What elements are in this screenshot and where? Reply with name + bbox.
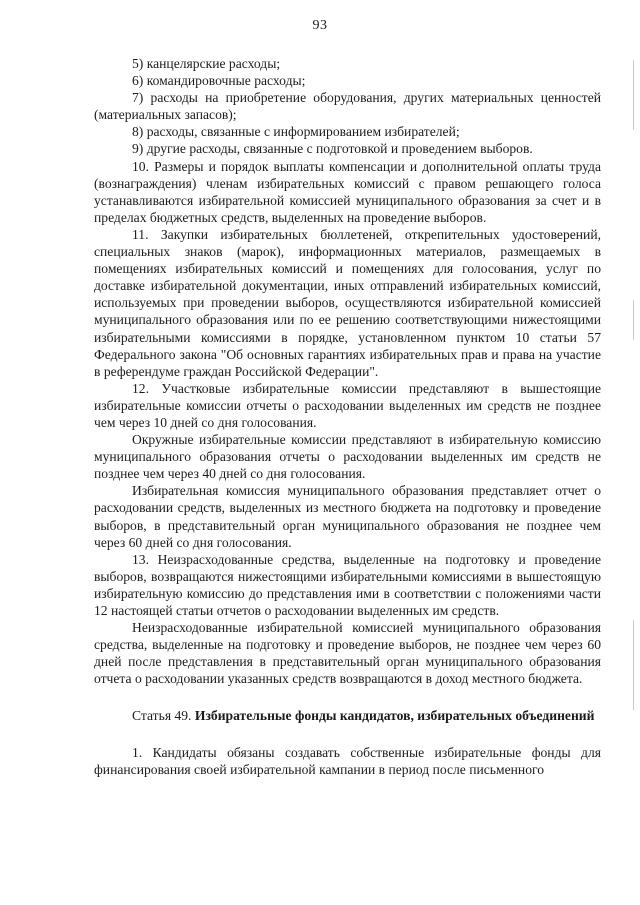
paragraph: 12. Участковые избирательные комиссии представляют в вышестоящие избирательные комиссии отчеты о расходовании выделенных им средств не позднее чем через 10 дней со дня голосования. (94, 380, 601, 430)
scan-edge-mark (633, 620, 634, 710)
scan-edge-mark (633, 300, 634, 340)
document-body (94, 55, 601, 778)
paragraph: 11. Закупки избирательных бюллетеней, открепительных удостоверений, специальных знаков (марок), информационных материалов, размещаемых в помещениях избирательных комиссий и помещениях для голосования, услуг по доставке избирательной документации, иных отправлений избирательных комиссий, используемых при проведении выборов, осуществляются избирательной комиссией муниципального образования или по ее решению соответствующими нижестоящими избирательными комиссиями в порядке, установленном пунктом 10 статьи 57 Федерального закона "Об основных гарантиях избирательных прав и права на участие в референдуме граждан Российской Федерации". (94, 226, 601, 379)
paragraph: 9) другие расходы, связанные с подготовкой и проведением выборов. (132, 141, 533, 157)
article-label: Статья 49. (132, 708, 192, 724)
paragraph: 6) командировочные расходы; (132, 73, 306, 89)
paragraph: 5) канцелярские расходы; (132, 56, 281, 71)
paragraph: 10. Размеры и порядок выплаты компенсации и дополнительной оплаты труда (вознаграждения) членам избирательных комиссий с правом решающего голоса устанавливаются избирательной комиссией муниципального образования за счет и в пределах бюджетных средств, выделенных на проведение выборов. (94, 158, 601, 225)
scan-edge-mark (633, 60, 634, 130)
article-heading (94, 707, 601, 724)
paragraph: 1. Кандидаты обязаны создавать собственные избирательные фонды для финансирования своей избирательной кампании в период после письменного (94, 744, 601, 777)
paragraph: Избирательная комиссия муниципального образования представляет отчет о расходовании средств, выделенных из местного бюджета на подготовку и проведение выборов, в представительный орган муниципального образования не позднее чем через 60 дней со дня голосования. (94, 483, 601, 550)
paragraph: 8) расходы, связанные с информированием избирателей; (132, 124, 460, 140)
page-number: 93 (312, 18, 328, 33)
paragraph: Окружные избирательные комиссии представляют в избирательную комиссию муниципального образования отчеты о расходовании выделенных им средств не позднее чем через 40 дней со дня голосования. (94, 432, 601, 482)
paragraph: 13. Неизрасходованные средства, выделенные на подготовку и проведение выборов, возвращаются нижестоящими избирательными комиссиями в вышестоящую избирательную комиссию до представления ими в соответствии с положениями части 12 настоящей статьи отчетов о расходовании выделенных им средств. (94, 551, 601, 618)
paragraph: 7) расходы на приобретение оборудования, других материальных ценностей (материальных запасов); (94, 90, 601, 123)
article-title: Избирательные фонды кандидатов, избирательных объединений (194, 708, 595, 724)
paragraph: Неизрасходованные избирательной комиссией муниципального образования средства, выделенные на подготовку и проведение выборов, не позднее чем через 60 дней после представления в представительный орган муниципального образования отчета о расходовании указанных средств возвращаются в доход местного бюджета. (94, 620, 601, 687)
